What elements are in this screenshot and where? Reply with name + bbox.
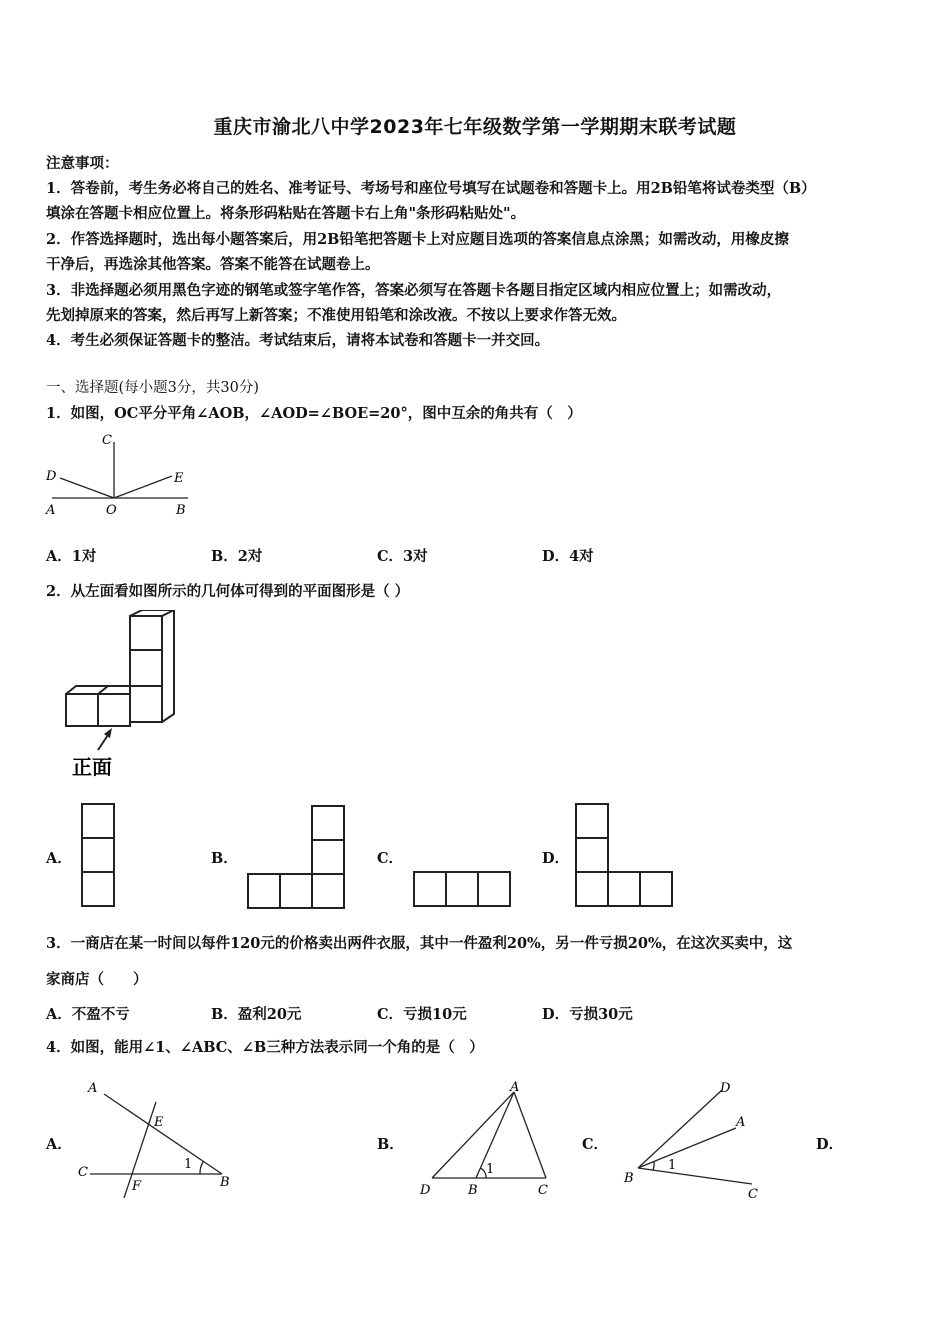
notice-line: 1．答卷前，考生务必将自己的姓名、准考证号、考场号和座位号填写在试题卷和答题卡上。用2B铅笔将试卷类型（B） — [46, 180, 816, 197]
q1-stem: 1．如图，OC平分平角∠AOB，∠AOD=∠BOE=20°，图中互余的角共有（ ） — [46, 405, 582, 422]
label-b: B — [624, 1171, 634, 1186]
q4-stem: 4．如图，能用∠1、∠ABC、∠B三种方法表示同一个角的是（ ） — [46, 1039, 484, 1056]
notice-line: 2．作答选择题时，选出每小题答案后，用2B铅笔把答题卡上对应题目选项的答案信息点涂黑；如需改动，用橡皮擦 — [46, 231, 789, 248]
front-label: 正面 — [72, 755, 112, 779]
notice-line: 填涂在答题卡相应位置上。将条形码粘贴在答题卡右上角"条形码粘贴处"。 — [46, 205, 526, 222]
q2-solid-figure — [46, 610, 196, 785]
label-c: C — [78, 1165, 88, 1180]
label-f: F — [132, 1179, 142, 1194]
notice-line: 干净后，再选涂其他答案。答案不能答在试题卷上。 — [46, 256, 380, 273]
q2-option-d-figure — [572, 800, 678, 910]
label-d: D — [720, 1081, 731, 1096]
label-b: B — [468, 1183, 478, 1198]
notice-line: 4．考生必须保证答题卡的整洁。考试结束后，请将本试卷和答题卡一并交回。 — [46, 332, 550, 349]
label-d: D — [46, 469, 57, 484]
q3-option-b: B．盈利20元 — [211, 1006, 302, 1023]
q4-option-a-letter: A． — [46, 1136, 72, 1153]
q4-option-a-figure — [74, 1078, 244, 1204]
angle-1-label: 1 — [184, 1157, 193, 1172]
label-b: B — [220, 1175, 230, 1190]
section-heading: 一、选择题(每小题3分，共30分) — [46, 380, 259, 396]
q4-option-c-figure — [620, 1076, 770, 1200]
label-e: E — [174, 471, 184, 486]
label-d: D — [420, 1183, 431, 1198]
q3-stem-line2: 家商店（ ） — [46, 971, 148, 988]
q1-option-b: B．2对 — [211, 548, 263, 565]
q2-option-c-letter: C． — [377, 850, 404, 867]
notice-line: 3．非选择题必须用黑色字迹的钢笔或签字笔作答，答案必须写在答题卡各题目指定区域内相应位置上；如需改动， — [46, 282, 782, 299]
q3-option-a: A．不盈不亏 — [46, 1006, 130, 1023]
q4-option-b-letter: B． — [377, 1136, 404, 1153]
q1-option-c: C．3对 — [377, 548, 428, 565]
notice-heading: 注意事项： — [46, 155, 119, 172]
q2-option-a-letter: A． — [46, 850, 72, 867]
label-c: C — [748, 1187, 758, 1200]
q3-stem-line1: 3．一商店在某一时间以每件120元的价格卖出两件衣服，其中一件盈利20%，另一件亏损20%，在这次买卖中，这 — [46, 935, 793, 952]
label-e: E — [154, 1115, 164, 1130]
label-a: A — [46, 503, 56, 518]
q2-option-b-figure — [244, 802, 350, 912]
label-a: A — [88, 1081, 98, 1096]
label-a: A — [510, 1080, 520, 1095]
q1-option-a: A．1对 — [46, 548, 97, 565]
label-a: A — [736, 1115, 746, 1130]
angle-1-label: 1 — [486, 1162, 495, 1177]
notice-line: 先划掉原来的答案，然后再写上新答案；不准使用铅笔和涂改液。不按以上要求作答无效。 — [46, 307, 626, 324]
q3-option-c: C．亏损10元 — [377, 1006, 467, 1023]
q1-option-d: D．4对 — [542, 548, 594, 565]
q1-figure — [40, 428, 200, 524]
label-c: C — [102, 433, 112, 448]
page-title: 重庆市渝北八中学2023年七年级数学第一学期期末联考试题 — [213, 116, 737, 138]
q4-option-c-letter: C． — [582, 1136, 609, 1153]
q4-option-b-figure — [414, 1078, 564, 1202]
q4-option-d-letter: D． — [816, 1136, 844, 1153]
q2-option-c-figure — [410, 868, 516, 910]
label-o: O — [106, 503, 117, 518]
label-b: B — [176, 503, 186, 518]
q2-stem: 2．从左面看如图所示的几何体可得到的平面图形是（ ） — [46, 583, 410, 600]
angle-1-label: 1 — [668, 1158, 677, 1173]
q2-option-d-letter: D． — [542, 850, 570, 867]
q3-option-d: D．亏损30元 — [542, 1006, 633, 1023]
label-c: C — [538, 1183, 548, 1198]
q2-option-a-figure — [78, 800, 118, 910]
q2-option-b-letter: B． — [211, 850, 238, 867]
